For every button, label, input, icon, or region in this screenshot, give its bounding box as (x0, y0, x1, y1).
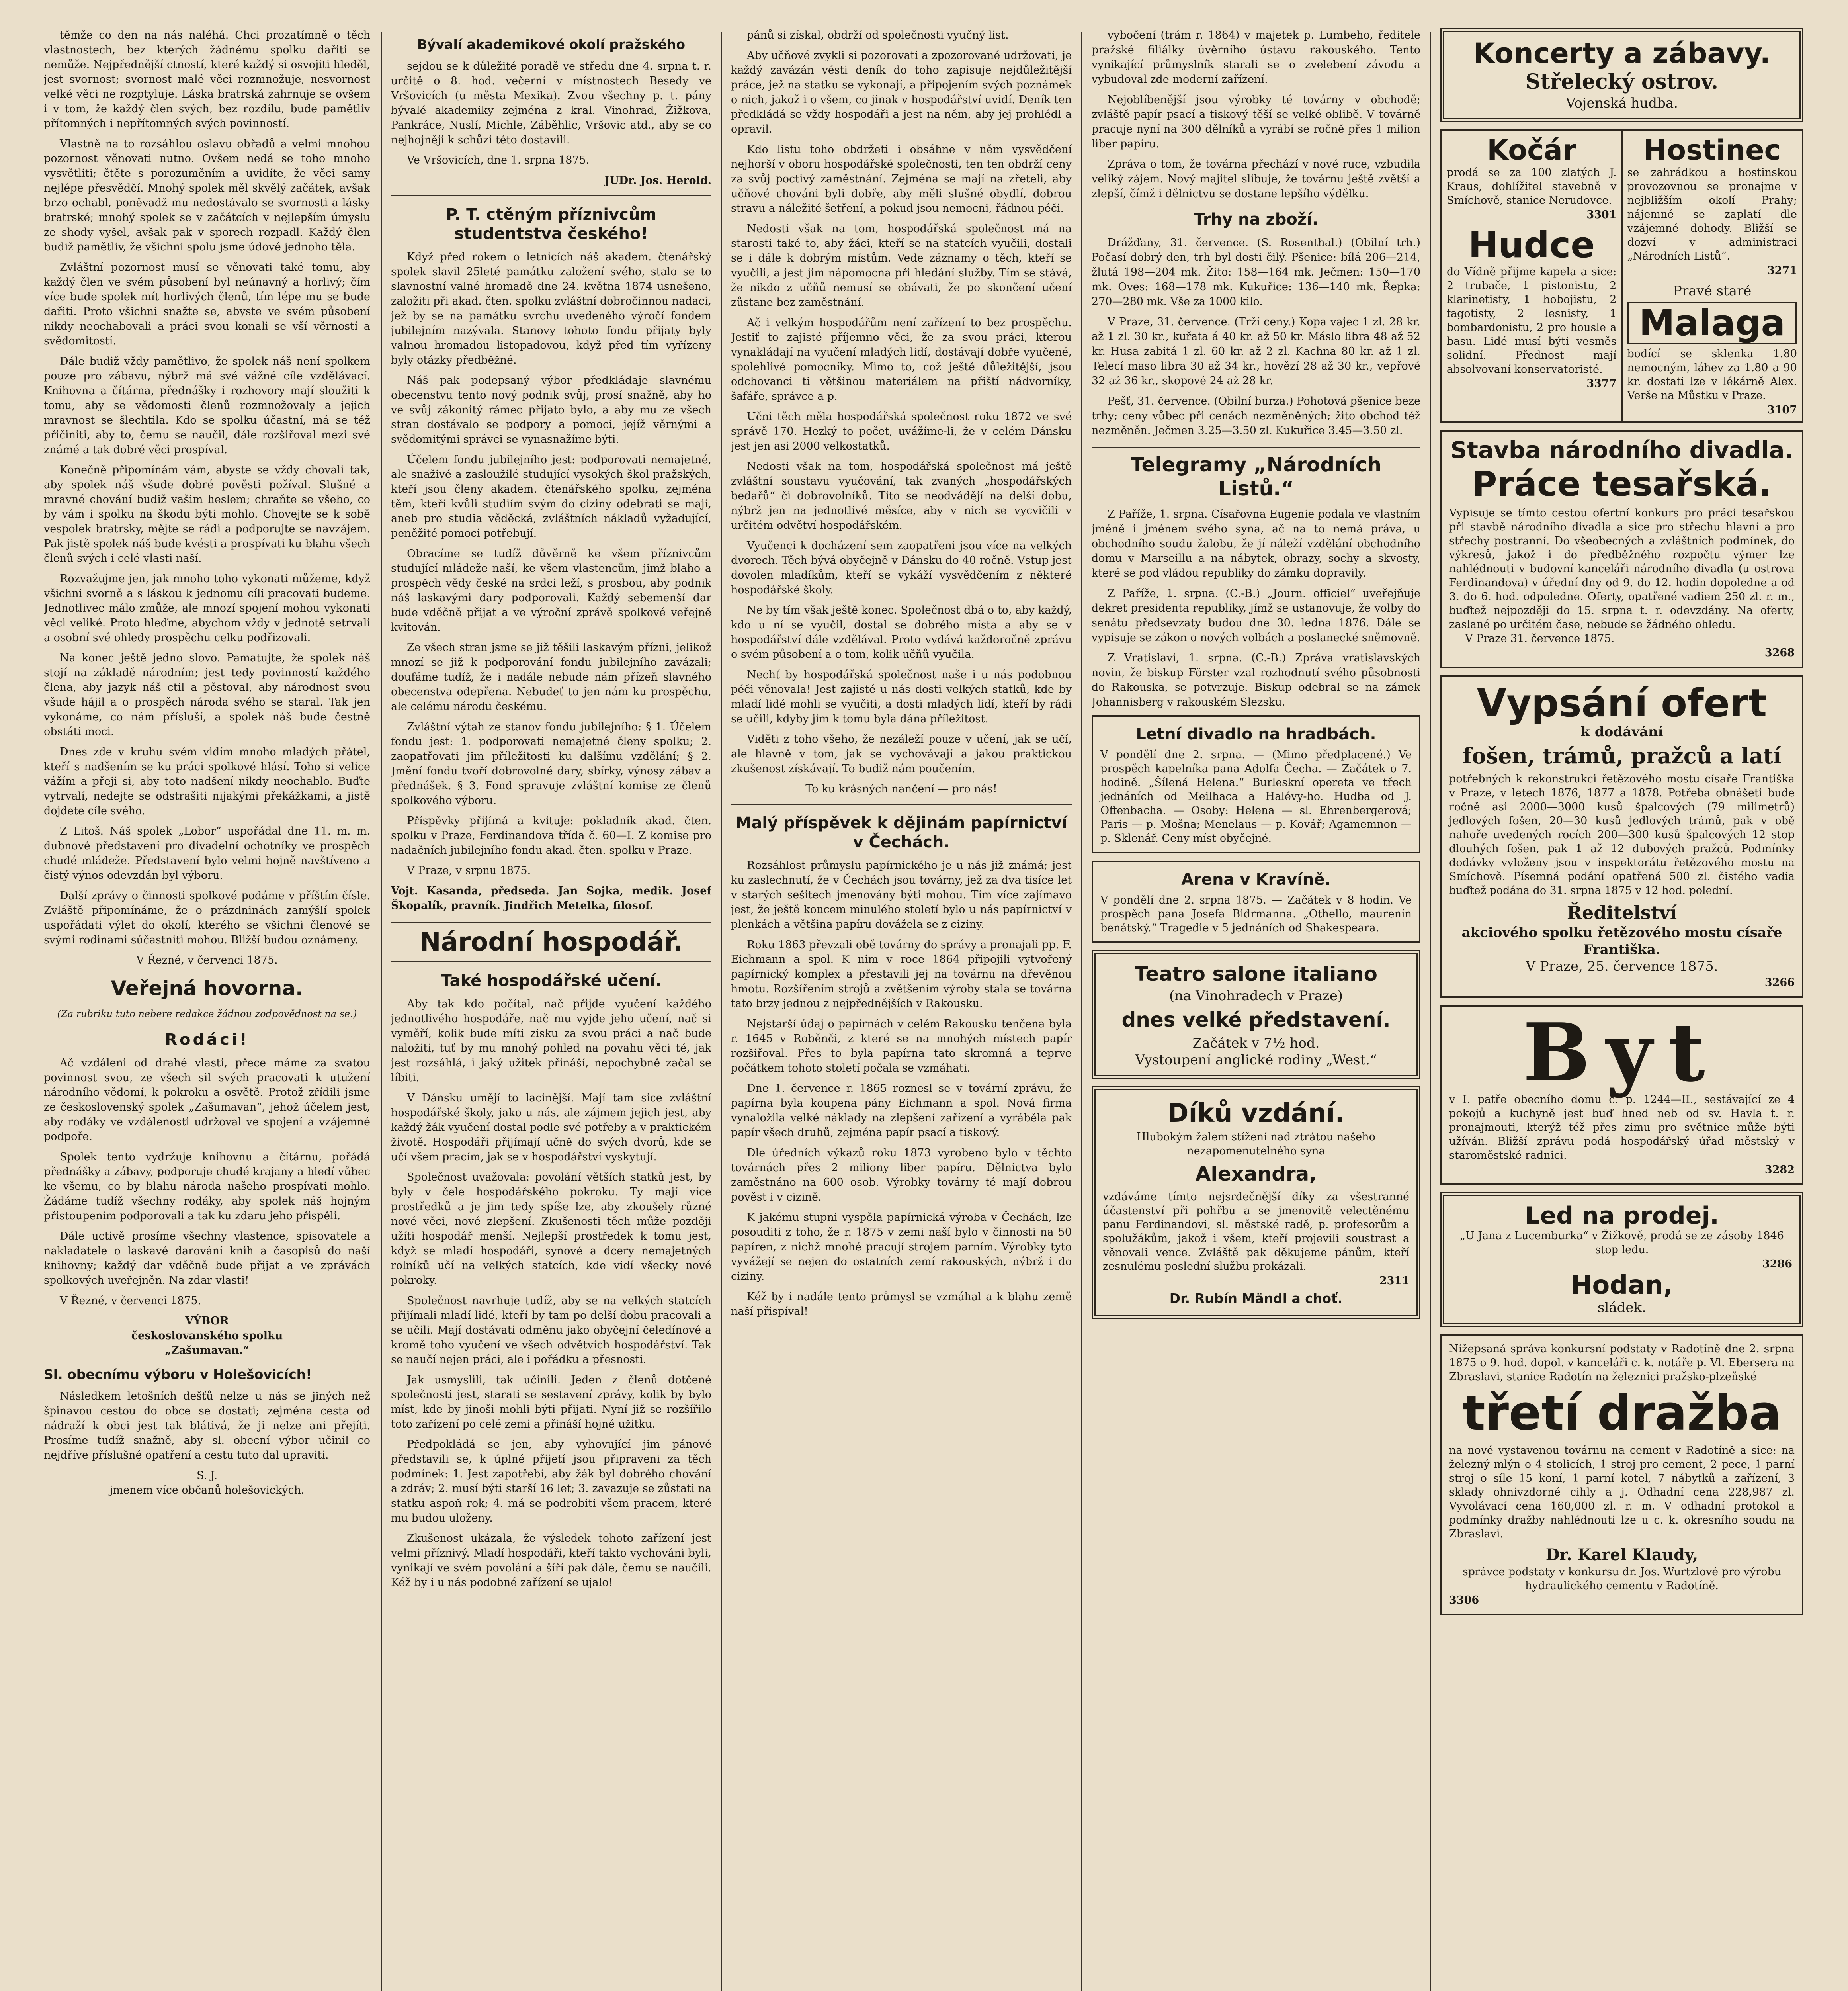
paragraph: Vlastně na to rozsáhlou oslavu obřadů a velmi mnohou pozornost věnovati nutno. Ovšem nedá se toho mnoho vysvětliti; čtěte s porozuměním a uvidíte, že věci samy nejlépe přesvědčí. Mnohý spolek měl skvělý začátek, avšak brzo ochabl, poněvadž mu nedostávalo se svornosti a lásky bratrské; mnohý spolek se v začátcích v nejlepším úmyslu ze shody vyšel, avšak pak v sporech rozpadl. Každý člen budiž pamětliv, že všichni spolu jsme údové jednoho těla. (44, 138, 370, 253)
paragraph: Ač i velkým hospodářům není zařízení to bez prospěchu. Jestiť to zajisté příjemno věci, že za svou práci, kterou vynakládají na vyučení mladých lidí, dostávají dobře vyučené, spolehlivé pomocníky. Mimo to, což ještě důležitější, jsou odchovanci ti většinou materiálem na přiští nádvorníky, šafáře, správce a p. (731, 317, 1072, 403)
paragraph: Dnes zde v kruhu svém vidím mnoho mladých přátel, kteří s nadšením se ku práci spolkové hlásí. Toho si velice vážím a přeji si, aby toto nadšení nikdy neochablo. Buďte vytrvalí, nedejte se odstrašiti nijakými překážkami, a jistě dojdete cíle svého. (44, 746, 370, 817)
ad-led (1440, 1192, 1803, 1327)
signature: S. J. jmenem více občanů holešovických. (109, 1469, 305, 1496)
ad-number: 3282 (1764, 1163, 1795, 1176)
ad-letni-divadlo (1092, 715, 1420, 853)
signature: JUDr. Jos. Herold. (604, 174, 711, 187)
ad-text: „U Jana z Lucemburka“ v Žižkově, prodá se ze zásoby 1846 stop ledu. (1460, 1229, 1784, 1256)
dateline: V Praze, v srpnu 1875. (407, 864, 531, 877)
ad-number: 3301 (1586, 208, 1617, 221)
paragraph: K jakému stupni vyspěla papírnická výroba v Čechách, lze posouditi z toho, že r. 1875 v zemi naší bylo v činnosti na 50 papíren, z nichž mnohé pracují strojem parním. Výrobky tyto vyvážejí se nejen do ostatních zemí rakouských, nýbrž i do ciziny. (731, 1211, 1072, 1283)
article-title-hospodarske-uceni: Také hospodářské učení. (441, 972, 662, 990)
ad-text: vzdáváme tímto nejsrdečnější díky za všestranné účastenství při pohřbu a se jmenovitě velectěnému panu Ferdinandovi, sl. městské radě, p. profesorům a spolužákům, jakož i všem, kteří projevili soustrast a věnovali vence. Zvláště pak děkujeme pánům, kteří zesnulému poslední službu prokázali. (1103, 1191, 1409, 1273)
ad-title: Malaga (1627, 302, 1797, 344)
paragraph: Zkušenost ukázala, že výsledek tohoto zařízení jest velmi příznivý. Mladí hospodáři, kteří takto vychováni byli, vynikají ve svém povolání a šíří pak dále, čemu se naučili. Kéž by i u nás podobné zařízení se ujalo! (391, 1532, 711, 1589)
ad-text: bodící se sklenka 1.80 nemocným, láhev za 1.80 a 90 kr. dostati lze v lékárně Alex. Verše na Můstku v Praze. (1627, 348, 1797, 402)
column-3 (731, 28, 1072, 1991)
paragraph: Roku 1863 převzali obě továrny do správy a pronajali pp. F. Eichmann a spol. K nim v roce 1864 připojili vytvořený papírnický komplex a přestavili jej na továrnu na dřevěnou hmotu. Rozšířením strojů a zvětšením výroby stala se továrna tato brzy jednou z nejpřednějších v Rakousku. (731, 939, 1072, 1010)
ad-pretitle: Pravé staré (1673, 283, 1752, 299)
ad-subtitle: k dodávání (1580, 724, 1663, 740)
paragraph: Drážďany, 31. července. (S. Rosenthal.) (Obilní trh.) Počasí dobrý den, trh byl dosti čilý. Pšenice: bílá 206—214, žlutá 198—204 mk. Žito: 158—164 mk. Ječmen: 150—170 mk. Oves: 168—178 mk. Kukuřice: 136—140 mk. Řepka: 270—280 mk. Vše za 1000 kilo. (1092, 237, 1420, 308)
dateline: Ve Vršovicích, dne 1. srpna 1875. (407, 154, 590, 166)
paragraph: Jak usmyslili, tak učinili. Jeden z členů dotčené společnosti jest, starati se sestavení zprávy, kolik by bylo míst, kde by jinoši mohli býti přijati. Nyní již se rozšířilo toto zařízení po celé zemi a přináší hojné užitku. (391, 1374, 711, 1431)
section-subtitle: (Za rubriku tuto nebere redakce žádnou zodpovědnost na se.) (57, 1008, 357, 1019)
ad-title: Byt (1523, 1005, 1721, 1099)
column-4 (1092, 28, 1420, 1991)
paragraph: Ne by tím však ještě konec. Společnost dbá o to, aby každý, kdo u ní se vyučil, dostal se dobrého místa a aby se v hospodářství dále vzdělával. Proto vydává každoročně zprávu o svém působení a o tom, kolik učňů vyučila. (731, 604, 1072, 661)
ad-hostinec (1621, 131, 1802, 422)
ad-title: Kočár (1487, 133, 1576, 166)
paragraph: Rozsáhlost průmyslu papírnického je u nás již známá; jest ku zaslechnutí, že v Čechách jsou továrny, jež za dva tisíce let v starých sešitech jmenovány býti mohou. Tím více zajímavo jest, že ještě koncem minulého století bylo u nás papírnictví v plenkách a většina papíru dovážela se z ciziny. (731, 859, 1072, 931)
article-title-akademikove: Bývalí akademikové okolí pražského (417, 37, 685, 52)
ad-stavba-divadla (1440, 430, 1803, 668)
ad-signature-sub: sládek. (1598, 1300, 1646, 1316)
ad-text: se zahrádkou a hostinskou provozovnou se pronajme v nejbližším okolí Prahy; nájemné se zaplatí dle vzájemné dohody. Bližší se dozví v administraci „Národních Listů“. (1627, 166, 1797, 262)
paragraph: Dále uctivě prosíme všechny vlastence, spisovatele a nakladatele o laskavé darování knih a časopisů do naší knihovny; každý dar vděčně bude přijat a ve zprávách spolkových uveřejněn. Na zdar vlasti! (44, 1230, 370, 1287)
divider (391, 195, 711, 196)
paragraph: Rozvažujme jen, jak mnoho toho vykonati můžeme, když všichni svorně a s láskou k jednomu cíli pracovati budeme. Jednotlivec málo zmůže, ale mnozí spojení mohou vykonati věci veliké. Proto hleďme, abychom vždy v jednotě setrvali a osobní své ohledy prospěchu celku podřizovali. (44, 573, 370, 644)
ad-note: Vojenská hudba. (1566, 95, 1678, 111)
paragraph: vybočení (trám r. 1864) v majetek p. Lumbeho, ředitele pražské filiálky úvěrního ústavu rakouského. Tento vynikající průmyslník starali se o zvelebení závodu a vybudoval zde moderní zařízení. (1092, 29, 1420, 86)
ad-number: 3306 (1449, 1594, 1479, 1606)
ad-number: 3107 (1767, 404, 1797, 416)
ad-note: Vystoupení anglické rodiny „West.“ (1135, 1052, 1377, 1068)
ad-title: Hudce (1468, 224, 1595, 266)
ad-signature: akciového spolku řetězového mostu císaře Františka. (1461, 925, 1782, 958)
paragraph: Spolek tento vydržuje knihovnu a čítárnu, pořádá přednášky a zábavy, podporuje chudé krajany a hledí vůbec ke všemu, co by blahu národa našeho prospívati mohlo. Žádáme tudíž všechny rodáky, aby spolek náš hojným přistoupením podporovali a tak ku zdaru jeho přispěli. (44, 1151, 370, 1222)
paragraph: Pešť, 31. července. (Obilní burza.) Pohotová pšenice beze trhy; ceny vůbec při cenách nezměněných; žito obchod též nezměněn. Ječmen 3.25—3.50 zl. Kukuřice 3.45—3.50 zl. (1092, 395, 1420, 437)
paragraph: Aby tak kdo počítal, nač přijde vyučení každého jednotlivého hospodáře, nač mu vyjde jeho učení, nač si vyměří, kolik bude míti zisku za svou práci a nač bude naložiti, tuť by mu mnohý pohled na povahu věci té, jak jest rozsáhlá, i jaký užitek přináší, nepochybně začal se líbiti. (391, 998, 711, 1084)
ad-title: Arena v Kravíně. (1181, 870, 1331, 889)
paragraph: V Dánsku umějí to lacinější. Mají tam sice zvláštní hospodářské školy, jako u nás, ale zájmem jejich jest, aby každý žák vyučení dostal podle své potřeby a v praktickém životě. Hospodáři přijímají učně do svých dvorů, kde se učí všem pracím, jak se v hospodářství vyskytují. (391, 1092, 711, 1164)
ad-text: prodá se za 100 zlatých J. Kraus, dohlížitel stavebně v Smíchově, stanice Nerudovce. (1447, 166, 1617, 207)
ad-number: 3271 (1767, 264, 1797, 277)
section-title-trhy: Trhy na zboží. (1194, 210, 1319, 229)
ad-treti-drazba (1440, 1334, 1803, 1615)
paragraph: Z Vratislavi, 1. srpna. (C.-B.) Zpráva vratislavských novin, že biskup Förster vzal rozhodnutí svého působnosti do Rakouska, se potvrzuje. Biskup odebral se na zámek Johannisberg v rakouském Slezsku. (1092, 652, 1420, 708)
paragraph: Účelem fondu jubilejního jest: podporovati nemajetné, ale snaživé a zasloužilé studující vysokých škol pražských, kteří jsou členy akadem. čtenářského spolku, zejména těm, kteří kvůli studiím svým do ciziny odebrati se mají, aneb pro studia věděcká, zvláštních nákladů vyžadující, peněžité pomoci potřebují. (391, 453, 711, 540)
paragraph: Nedosti však na tom, hospodářská společnost má ještě zvláštní soustavu vyučování, tak zvaných „hospodářských bedařů“ či dobrovolníků. Tito se neodvádějí na delší dobu, nýbrž jen na jednotlivé měsíce, aby v nich se vycvičili v určitém odvětví hospodářském. (731, 460, 1072, 532)
ad-dateline: V Praze, 25. července 1875. (1526, 958, 1718, 975)
divider (731, 804, 1072, 805)
paragraph: Náš pak podepsaný výbor předkládaje slavnému obecenstvu tento nový podnik svůj, prosí snažně, aby ho ve svůj zákonitý rámec přijato bylo, a aby mu ze všech stran dostávalo se podpory a pomoci, jejíž věrnými a svědomitými správci se vynasnažíme býti. (391, 374, 711, 446)
paragraph: Obracíme se tudíž důvěrně ke všem příznivcům studující mládeže naší, ke všem vlastencům, jimž blaho a prospěch vědy české na srdci leží, s prosbou, aby podnik náš laskavými dary podporovali. Každý sebemenší dar bude vděčně přijat a ve výroční zprávě spolkové veřejně kvitován. (391, 547, 711, 634)
ad-title: třetí dražba (1462, 1385, 1782, 1441)
paragraph: Z Paříže, 1. srpna. (C.-B.) „Journ. officiel“ uveřejňuje dekret presidenta republiky, jímž se ustanovuje, že volby do senátu předsevzaty budou dne 30. ledna 1876. Dále se vypisuje se zákon o nových volbách a poslanecké sněmovně. (1092, 587, 1420, 644)
paragraph: Vyučenci k docházení sem zaopatřeni jsou více na velkých dvorech. Těch bývá obyčejně v Dánsku do 40 ročně. Vstup jest dovolen mladíkům, kteří se vykáží vysvědčením z některé hospodářské školy. (731, 540, 1072, 596)
column-rule (721, 32, 722, 1991)
ad-number: 3266 (1764, 976, 1795, 989)
ad-byt (1440, 1005, 1803, 1185)
ad-title: Hostinec (1643, 133, 1781, 166)
paragraph: Dále budiž vždy pamětlivo, že spolek náš není spolkem pouze pro zábavu, nýbrž má své vážné cíle vzdělávací. Knihovna a čítárna, přednášky i rozhovory mají sloužiti k tomu, aby se vědomosti členů rozmnožovaly a jejich mravnost se šlechtila. Kdo se spolku účastní, má se též přičiniti, aby to, čemu se naučil, dále rozšiřoval mezi své známé a tak dobré věci prospíval. (44, 355, 370, 456)
ad-text: v I. patře obecního domu č. p. 1244—II., sestávající ze 4 pokojů a kuchyně jest buď hned neb od sv. Havla t. r. pronajmouti, kterýž též přes zimu pro světnice může býti užíván. Bližší zprávu podá hospodářský úřad městský v staroměstské radnici. (1449, 1093, 1795, 1162)
ad-text: do Vídně přijme kapela a sice: 2 trubače, 1 pistonistu, 2 klarinetisty, 1 hobojistu, 2 fagotisty, 2 lesnisty, 1 bombardonistu, 2 pro housle a basu. Lidé musí býti vesměs solidní. Přednost mají absolvovaní konservatoristé. (1447, 265, 1617, 376)
ad-time: Začátek v 7½ hod. (1192, 1035, 1320, 1051)
paragraph: Konečně připomínám vám, abyste se vždy chovali tak, aby spolek náš všude dobré pověsti požíval. Slušné a mravné chování budiž vašim heslem; chraňte se všeho, co by vám i spolku na škodu býti mohlo. Chovejte se k sobě vespolek bratrsky, mějte se rádi a podporujte se navzájem. Pak jistě spolek náš bude kvésti a prospívati ku blahu všech členů svých i celé vlasti naší. (44, 464, 370, 565)
paragraph: Ač vzdáleni od drahé vlasti, přece máme za svatou povinnost svou, ze všech sil svých pracovati k utužení národního vědomí, k pokroku a osvětě. Protož zřídili jsme ze československý spolek „Zašumavan“, jehož účelem jest, aby rodáky ve vzdálenosti udržoval ve spojení a vzájemné podpoře. (44, 1057, 370, 1143)
ad-number: 3268 (1764, 647, 1795, 659)
column-2 (391, 28, 711, 1991)
ad-number: 2311 (1379, 1275, 1409, 1287)
article-title-holesovice: Sl. obecnímu výboru v Holešovicích! (44, 1367, 312, 1382)
column-5-ads (1440, 28, 1803, 1991)
ad-number: 3286 (1762, 1258, 1792, 1270)
paragraph: Zpráva o tom, že továrna přechází v nové ruce, vzbudila veliký zájem. Nový majitel slibuje, že továrnu ještě zvětší a zlepší, čímž i dělnictvu se dostane lepšího výdělku. (1092, 158, 1420, 200)
ad-intro: Hlubokým žalem stížení nad ztrátou našeho nezapomenutelného syna (1137, 1131, 1375, 1158)
paragraph: Z Paříže, 1. srpna. Císařovna Eugenie podala ve vlastním jméně i jménem svého syna, ač na to nemá práva, u obchodního soudu žalobu, že jí náleží vzdělání obchodního domu v Marseillu a na nábytek, obrazy, sochy a skvosty, které se pod vládou republiky do zámku dopravily. (1092, 508, 1420, 579)
ad-text: V pondělí dne 2. srpna 1875. — Začátek v 8 hodin. Ve prospěch pana Josefa Bidrmanna. „Othello, maurenín benátský.“ Tragedie v 5 jednáních od Shakespeara. (1100, 894, 1412, 934)
ad-signature: Ředitelství (1567, 902, 1677, 923)
article-title-studentstvo: P. T. ctěným příznivcům studentstva českého! (445, 205, 657, 243)
ad-signature: Dr. Karel Klaudy, (1545, 1545, 1698, 1564)
ad-pair-kocar-hostinec (1440, 129, 1803, 423)
ad-signature: Dr. Rubín Mändl a choť. (1169, 1291, 1343, 1306)
ad-intro: Nížepsaná správa konkursní podstaty v Radotíně dne 2. srpna 1875 o 9. hod. dopol. v kanceláři c. k. notáře p. Vl. Ebersera na Zbraslavi, stanice Radotín na železnici pražsko-plzeňské (1449, 1342, 1795, 1383)
ad-number: 3377 (1586, 377, 1617, 390)
ad-arena (1092, 861, 1420, 943)
ad-teatro-salone (1092, 950, 1420, 1079)
ad-koncerty (1440, 28, 1803, 122)
ad-vypsani-ofert (1440, 675, 1803, 998)
ad-name: Alexandra, (1195, 1162, 1317, 1186)
column-rule (1081, 32, 1082, 1991)
article-title-rodaci: Rodáci! (165, 1031, 249, 1049)
paragraph: Kdo listu toho obdržeti i obsáhne v něm vysvědčení nejhorší v oboru hospodářské společnosti, ten ten obdrží ceny za svůj poctivý zaměstnání. Zejména se mají na zřeteli, aby učňové chováni byli dobře, aby měli slušné obydlí, dobrou stravu a náležité šetření, a pokud jsou nemocni, řádnou péči. (731, 143, 1072, 215)
ad-title: Vypsání ofert (1477, 681, 1767, 726)
article-title-papirnictvi: Malý příspěvek k dějinám papírnictví v Čechách. (735, 814, 1067, 851)
paragraph: Nejoblíbenější jsou výrobky té továrny v obchodě; zvláště papír psací a tiskový těší se velké oblibě. V továrně pracuje nyní na 300 dělníků a vyrábí se ročně přes 1 milion liber papíru. (1092, 94, 1420, 150)
ad-diku-vzdani (1092, 1086, 1420, 1319)
paragraph: Aby učňové zvykli si pozorovati a zpozorované udržovati, je každý zavázán vésti deník do toho zapisuje nejdůležitější práce, jež na statku se vykonají, a připojením svých poznámek o nich, jakož i o všem, co jinak v hospodářství uvidí. Deník ten předkládá se vždy hospodáři a jest na něm, aby jej prohlédl a opravil. (731, 49, 1072, 135)
ad-title: Letní divadlo na hradbách. (1136, 725, 1376, 743)
paragraph: V Praze, 31. července. (Trží ceny.) Kopa vajec 1 zl. 28 kr. až 1 zl. 30 kr., kuřata á 40 kr. až 50 kr. Máslo libra 48 až 52 kr. Husa zabitá 1 zl. 60 kr. až 2 zl. Kachna 80 kr. až 1 zl. Telecí maso libra 30 až 34 kr., hovězí 28 až 30 kr., vepřové 32 až 36 kr., skopové 24 až 28 kr. (1092, 316, 1420, 387)
paragraph: Nejstarší údaj o papírnách v celém Rakousku tenčena byla r. 1645 v Roběnči, z které se na mnohých místech papír rozšiřoval. Přes to byla papírna tato skromná a teprve počátkem tohoto století počala se vzmáhati. (731, 1018, 1072, 1074)
ad-text: potřebných k rekonstrukci řetězového mostu císaře Františka v Praze, v letech 1876, 1877 a 1878. Potřeba obnášeti bude ročně asi 2000—3000 kusů špalcových (79 milimetrů) jedlových fošen, 20—30 kusů jedlových trámů, pak v obě nahoře uvedených rocích 200—300 kusů špalcových 12 stop dlouhých fošen, pak 1 až 12 dubových pražců. Podmínky dodávky vyloženy jsou v inspektorátu řetězového mostu na Smíchově. Písemná podání opatřená 500 zl. čistého vadia buďtež podána do 31. srpna 1875 v 12 hod. polední. (1449, 773, 1795, 897)
column-rule (1430, 32, 1431, 1991)
ad-headline: dnes velké představení. (1121, 1008, 1391, 1031)
paragraph: Na konec ještě jedno slovo. Pamatujte, že spolek náš stojí na základě národním; jest tedy povinností každého člena, aby jazyk náš ctil a pěstoval, aby národnost svou všude hájil a o prospěch národa svého se staral. Tak jen vykonáme, co nám přísluší, a spolek náš bude čestně obstáti moci. (44, 652, 370, 738)
paragraph: Společnost uvažovala: povolání větších statků jest, by byly v čele hospodářského pokroku. Ty mají více prostředků a je jim tedy spíše lze, aby zkoušely různé nové věci, nové zlepšení. Zkušenosti těch může později užíti hospodář menší. Nejlepší prostředek k tomu jest, když se mladí hospodáři, synové a dcery nemajetných rolníků učí na velkých statcích, kde vidí všecky nové pokroky. (391, 1171, 711, 1287)
paragraph: Kéž by i nadále tento průmysl se vzmáhal a k blahu země naší přispíval! (731, 1291, 1072, 1318)
paragraph: Viděti z toho všeho, že nezáleží pouze v učení, jak se učí, ale hlavně v tom, jak se vychovávají a jakou praktickou zkušenost získávají. To budiž nám poučením. (731, 733, 1072, 775)
paragraph: Když před rokem o letnicích náš akadem. čtenářský spolek slavil 25leté památku založení svého, stalo se to slavnostní valné hromadě dne 24. května 1874 usnešeno, založiti při akad. čten. spolku zvláštní dobročinnou nadaci, jež by se na památku svrchu uvedeného výročí fondem jubilejním nazývala. Stanovy tohoto fondu přijaty byly valnou hromadou listopadovou, když před tím vyřízeny byly otázky předběžné. (391, 250, 711, 366)
paragraph: Zvláštní výtah ze stanov fondu jubilejního: § 1. Účelem fondu jest: 1. podporovati nemajetné členy spolku; 2. zaopatřovati jim příležitosti ku dalšímu vzdělání; § 2. Jmění fondu tvoří dobrovolné dary, sbírky, výnosy zábav a přednášek. § 3. Fond spravuje zvláštní komise ze členů spolkového výboru. (391, 720, 711, 807)
paragraph: Příspěvky přijímá a kvituje: pokladník akad. čten. spolku v Praze, Ferdinandova třída č. 60—I. Z komise pro nadačních jubilejního fondu akad. čten. spolku v Praze. (391, 814, 711, 857)
paragraph: sejdou se k důležité poradě ve středu dne 4. srpna t. r. určitě o 8. hod. večerní v místnostech Besedy ve Vršovicích (u města Mexika). Zvou všechny p. t. pány bývalé akademiky zejména z kral. Vinohrad, Žižkova, Pankráce, Nuslí, Michle, Záběhlic, Vršovic atd., aby se co nejhojněji k schůzi této dostavili. (391, 60, 711, 146)
paragraph: Dne 1. července r. 1865 roznesl se v tovární zprávu, že papírna byla koupena pány Eichmann a spol. Nová firma vynaložila velké náklady na zlepšení zařízení a vyráběla pak papír všech druhů, zejména papír psací a tiskový. (731, 1082, 1072, 1139)
paragraph: Zvláštní pozornost musí se věnovati také tomu, aby každý člen ve svém působení byl neúnavný a horlivý; čím více bude spolek mít horlivých členů, tím lépe mu se bude dařiti. Proto všichni snažte se, abyste ve svém působení nikdy neochabovali a práci svou konali se vší věrností a svědomitostí. (44, 261, 370, 347)
paragraph: Další zprávy o činnosti spolkové podáme v příštím čísle. Zvláště připomínáme, že o prázdninách zamýšlí spolek uspořádati výlet do okolí, kterého se všichni členové se svými rodinami súčastniti mohou. Bližší budou oznámeny. (44, 890, 370, 946)
paragraph: Dle úředních výkazů roku 1873 vyrobeno bylo v těchto továrnách přes 2 miliony liber papíru. Dělnictva bylo zaměstnáno na 600 osob. Výrobky továrny té mají dobrou pověst i v cizině. (731, 1147, 1072, 1203)
ad-text: Vypisuje se tímto cestou ofertní konkurs pro práci tesařskou při stavbě národního divadla a sice pro střechu hlavní a pro střechy postranní. Do všeobecných a zvláštních podmínek, do výkresů, jakož i do předběžného rozpočtu výmer lze nahlédnouti v budovní kanceláři národního divadla (u ostrova Ferdinandova) v úřední dny od 9. do 12. hodin dopoledne a od 3. do 6. hod. odpoledne. Oferty, opatřené vadiem 250 zl. r. m., buďtež nejpozději do 15. srpna t. r. odevzdány. Na oferty, zaslané po určitém čase, nebude se žádného ohledu. (1449, 507, 1795, 631)
paragraph: Předpokládá se jen, aby vyhovující jim pánové představili se, k úplné přijetí jsou připraveni za těch podmínek: 1. Jest zapotřebí, aby žák byl dobrého chování a zdráv; 2. musí býti starší 16 let; 3. zavazuje se zůstati na statku aspoň rok; 4. má se podrobiti všem pracem, které mu budou uloženy. (391, 1438, 711, 1525)
ad-title: Díků vzdání. (1167, 1098, 1345, 1128)
section-title-telegramy: Telegramy „Národních Listů.“ (1092, 447, 1420, 501)
column-1 (44, 28, 370, 1991)
column-rule (381, 32, 382, 1991)
signature: VÝBOR českoslovanského spolku „Zašumavan.“ (131, 1315, 283, 1357)
ad-dateline: V Praze 31. července 1875. (1465, 632, 1615, 645)
paragraph: To ku krásných nančení — pro nás! (805, 783, 997, 795)
paragraph: pánů si získal, obdrží od společnosti vyučný list. (747, 29, 1009, 41)
paragraph: Nechť by hospodářská společnost naše i u nás podobnou péči věnovala! Jest zajisté u nás dosti velkých statků, kde by mladí lidé mohli se vyučiti, a dosti mladých lidí, kteří by rádi se učili, kdyby jim k tomu byla dána příležitost. (731, 669, 1072, 725)
paragraph: Nedosti však na tom, hospodářská společnost má na starosti také to, aby žáci, kteří se na statcích vyučili, dostali se i dále k dobrým místům. Vede záznamy o těch, kteří se vyučili, a jest jim nápomocna při hledání služby. Tím se stává, že nikdo z učňů nemusí se obávati, že po skončení učení zůstane bez zaměstnání. (731, 223, 1072, 309)
ad-signature: Hodan, (1571, 1270, 1673, 1300)
section-title-narodni-hospodar: Národní hospodář. (391, 922, 711, 963)
dateline: V Řezné, v červenci 1875. (136, 954, 278, 966)
section-title-verejna-hovorna: Veřejná hovorna. (111, 977, 303, 1000)
paragraph: těmže co den na nás naléhá. Chci prozatímně o těch vlastnostech, bez kterých žádnému spolku dařiti se nemůže. Nejpřednější ctností, které každý si osvojiti hleděl, jest svornost; svornost malé věci rozmnožuje, nesvornost velké věci ne rozptyluje. Láska bratrská zahrnuje se ovšem i v tom, že každý člen svých, bez rozdílu, bude pamětliv přítomných i nepřítomných svých povinností. (44, 29, 370, 130)
ad-subtitle: Střelecký ostrov. (1525, 70, 1719, 94)
ad-title: Koncerty a zábavy. (1473, 37, 1771, 70)
ad-title: Stavba národního divadla. (1450, 436, 1793, 464)
ad-title: Led na prodej. (1525, 1201, 1719, 1230)
ad-kocar (1442, 131, 1621, 422)
ad-text: na nové vystavenou továrnu na cement v Radotíně a sice: na železný mlýn o 4 stolicích, 1 stroj pro cement, 2 pece, 1 parní stroj o síle 15 koní, 1 parní kotel, 7 nábytků a zařízení, 3 sklady ohnivzdorné cihly a j. Odhadní cena 228,987 zl. Vyvolávací cena 160,000 zl. r. m. V odhadní protokol a podmínky dražby nahlédnouti lze u c. k. okresního soudu na Zbraslavi. (1449, 1444, 1795, 1540)
paragraph: Následkem letošních dešťů nelze u nás se jiných než špinavou cestou do obce se dostati; zejména cesta od nádraží k obci jest tak blátivá, že ji nelze ani přejíti. Prosíme tudíž snažně, aby sl. obecní výbor učinil co nejdříve příslušné opatření a cestu tuto dal upraviti. (44, 1390, 370, 1461)
paragraph: Společnost navrhuje tudíž, aby se na velkých statcích přijímali mladí lidé, kteří by tam po delší dobu pracovali a se učili. Mají dostávati odměnu jako obyčejní čeledínové a kromě toho vyučení ve všech odvětvích hospodářství. Tak se naučí nejen práci, ale i pořádku a přesnosti. (391, 1295, 711, 1366)
ad-items: fošen, trámů, pražců a latí (1462, 743, 1782, 769)
paragraph: Učni těch měla hospodářská společnost roku 1872 ve své správě 170. Hezký to počet, uvážíme-li, že v celém Dánsku jest jen asi 2000 velkostatků. (731, 411, 1072, 452)
signature: Vojt. Kasanda, předseda. Jan Sojka, medik. Josef Škopalík, pravník. Jindřich Metelka, filosof. (391, 884, 711, 912)
ad-title: Teatro salone italiano (1134, 962, 1378, 986)
paragraph: Ze všech stran jsme se již těšili laskavým přízni, jelikož mnozí se již k podporování fondu jubilejního zavázali; doufáme tudíž, že i nadále nebude nám přízeň slavného obecenstva odepřena. Nebudeť to jen nám ku prospěchu, ale celému národu českému. (391, 641, 711, 713)
ad-signature-sub: správce podstaty v konkursu dr. Jos. Wurtzlové pro výrobu hydraulického cementu v Radotíně. (1462, 1565, 1782, 1592)
dateline: V Řezné, v červenci 1875. (60, 1295, 201, 1307)
ad-subtitle: (na Vinohradech v Praze) (1169, 988, 1343, 1004)
paragraph: Z Litoš. Náš spolek „Lobor“ uspořádal dne 11. m. m. dubnové představení pro divadelní ochotníky ve prospěch chudé mládeže. Představení bylo velmi hojně navštíveno a čistý výnos odevzdán byl výboru. (44, 825, 370, 882)
ad-text: V pondělí dne 2. srpna. — (Mimo předplacené.) Ve prospěch kapelníka pana Adolfa Čecha. — Začátek o 7. hodině. „Šílená Helena.“ Burleskní opereta ve třech jednáních od Meilhaca a Halévy-ho. Hudba od J. Offenbacha. — Osoby: Helena — sl. Ehrenbergerová; Paris — p. Mošna; Menelaus — p. Kovář; Agamemnon — p. Sklenář. Ceny míst obyčejné. (1100, 749, 1412, 845)
ad-headline: Práce tesařská. (1472, 464, 1772, 504)
